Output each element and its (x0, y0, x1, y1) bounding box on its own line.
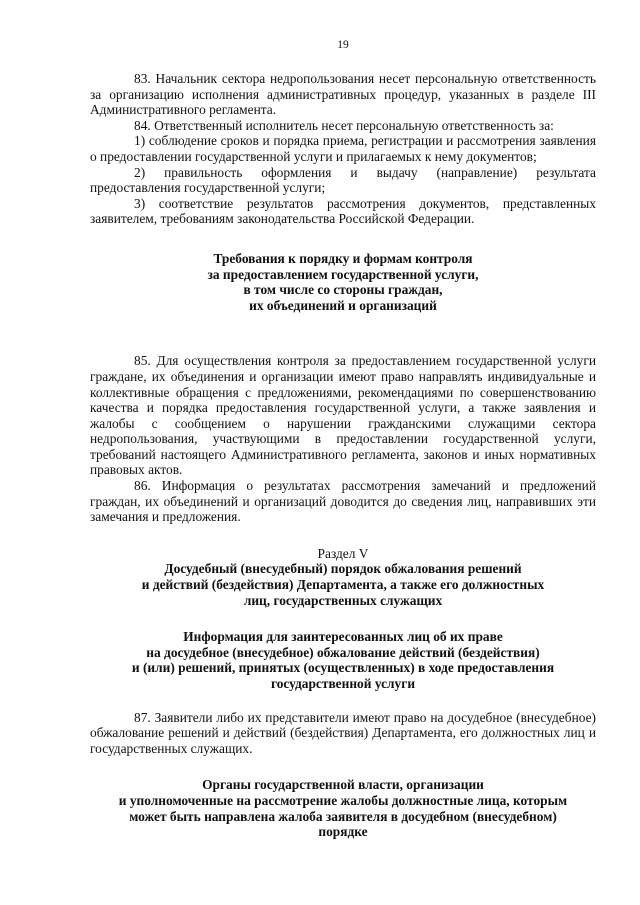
paragraph-84: 84. Ответственный исполнитель несет персональную ответственность за: (134, 117, 554, 133)
heading-line: Требования к порядку и формам контроля (213, 250, 473, 266)
heading-line: на досудебное (внесудебное) обжалование действий (бездействия) (146, 644, 540, 660)
heading-line: за предоставлением государственной услуги, (207, 266, 479, 282)
heading-line: в том числе со стороны граждан, (243, 282, 443, 298)
heading-line: и уполномоченные на рассмотрение жалобы должностные лица, которым (118, 792, 568, 808)
list-item-84-3: 3) соответствие результатов рассмотрения документов, представленных заявителем, требованиям законодательства Российской Федерации. (90, 195, 596, 227)
heading-line: Органы государственной власти, организации (202, 777, 484, 793)
heading-line: и (или) решений, принятых (осуществленных) в ходе предоставления (131, 660, 555, 676)
heading-information-rights (90, 629, 596, 691)
paragraph-87: 87. Заявители либо их представители имеют право на досудебное (внесудебное) обжалование решений и действий (бездействия) Департамента, его должностных лиц и государственных служащих. (90, 709, 596, 756)
heading-line: государственной услуги (270, 676, 416, 691)
heading-line: и действий (бездействия) Департамента, а также его должностных (141, 577, 545, 593)
heading-line: Досудебный (внесудебный) порядок обжалования решений (164, 561, 522, 577)
heading-section-5 (90, 561, 596, 608)
heading-line: может быть направлена жалоба заявителя в досудебном (внесудебном) (129, 808, 557, 824)
paragraph-86: 86. Информация о результатах рассмотрения замечаний и предложений граждан, их объединений и организаций доводится до сведения лиц, направивших эти замечания и предложения. (90, 478, 596, 525)
heading-line: лиц, государственных служащих (243, 592, 443, 608)
heading-authorities (90, 777, 596, 839)
list-item-84-2: 2) правильность оформления и выдачу (направление) результата предоставления государственной услуги; (90, 164, 596, 196)
paragraph-85: 85. Для осуществления контроля за предоставлением государственной услуги граждане, их объединения и организации имеют право направлять индивидуальные и коллективные обращения с предложениями, рекомендациями по совершенствованию качества и порядка предоставления государственной услуги, а также заявления и жалобы с сообщением о нарушении гражданскими служащими сектора недропользования, участвующими в предоставлении государственной услуги, требований настоящего Административного регламента, законов и иных нормативных правовых актов. (90, 353, 596, 478)
heading-line: их объединений и организаций (249, 297, 437, 313)
page-number: 19 (337, 39, 349, 51)
paragraph-83: 83. Начальник сектора недропользования несет персональную ответственность за организацию исполнения административных процедур, указанных в разделе III Административного регламента. (90, 71, 596, 118)
heading-line: порядке (318, 824, 368, 840)
heading-line: Информация для заинтересованных лиц об их праве (183, 629, 503, 645)
list-item-84-1: 1) соблюдение сроков и порядка приема, регистрации и рассмотрения заявления о предоставлении государственной услуги и прилагаемых к нему документов; (90, 133, 596, 164)
section-label: Раздел V (317, 545, 369, 561)
heading-control-requirements (90, 251, 596, 313)
